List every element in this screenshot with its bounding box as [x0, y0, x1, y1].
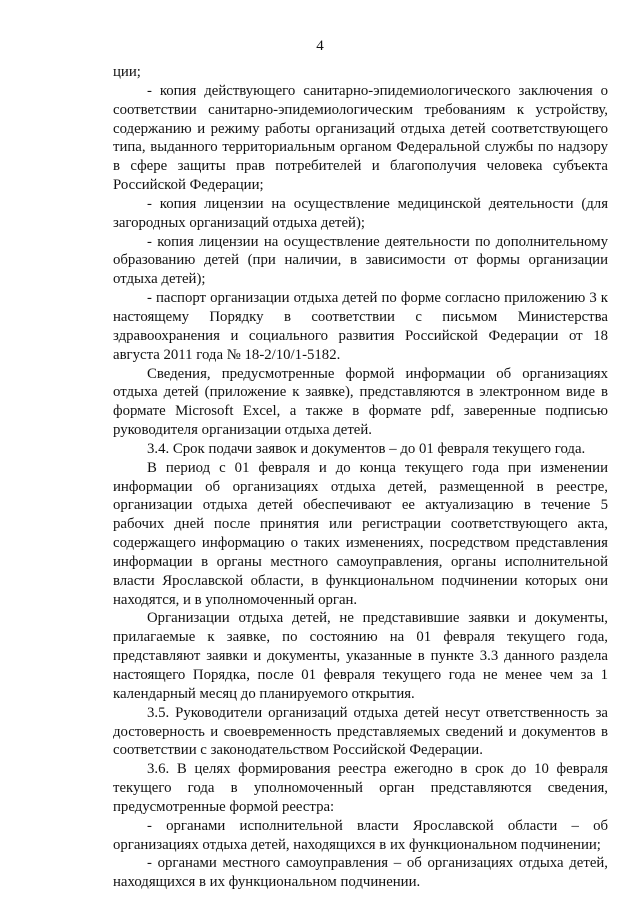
paragraph-information-form: Сведения, предусмотренные формой информации об организациях отдыха детей (приложение к заявке), представляются в электронном виде в формате Microsoft Excel, а также в формате pdf, заверенные подписью руководителя организации отдыха детей.	[113, 365, 608, 439]
page-number: 4	[316, 38, 324, 54]
list-item-sanitary-conclusion: - копия действующего санитарно-эпидемиологического заключения о соответствии санитарно-эпидемиологическим требованиям к устройству, содержанию и режиму работы организаций отдыха детей соответствующего типа, выданного территориальным органом Федеральной службы по надзору в сфере защиты прав потребителей и благополучия человека субъекта Российской Федерации;	[113, 82, 608, 194]
paragraph-late-submission: Организации отдыха детей, не представившие заявки и документы, прилагаемые к заявке, по состоянию на 01 февраля текущего года, представляют заявки и документы, указанные в пункте 3.3 данного раздела настоящего Порядка, после 01 февраля текущего года не менее чем за 1 календарный месяц до планируемого открытия.	[113, 610, 608, 702]
document-body	[113, 63, 608, 892]
paragraph-section-3-4: 3.4. Срок подачи заявок и документов – до 01 февраля текущего года.	[147, 440, 586, 457]
list-item-education-license: - копия лицензии на осуществление деятельности по дополнительному образованию детей (при наличии, в зависимости от формы организации отдыха детей);	[113, 233, 608, 288]
list-item-local-government: - органами местного самоуправления – об организациях отдыха детей, находящихся в их функциональном подчинении.	[113, 855, 608, 891]
paragraph-section-3-5: 3.5. Руководители организаций отдыха детей несут ответственность за достоверность и своевременность представляемых сведений и документов в соответствии с законодательством Российской Федерации.	[113, 704, 608, 759]
paragraph-continuation: ции;	[113, 64, 141, 80]
list-item-medical-license: - копия лицензии на осуществление медицинской деятельности (для загородных организаций отдыха детей);	[113, 195, 608, 231]
paragraph-section-3-6: 3.6. В целях формирования реестра ежегодно в срок до 10 февраля текущего года в уполномоченный орган представляются сведения, предусмотренные формой реестра:	[113, 761, 608, 815]
list-item-executive-bodies: - органами исполнительной власти Ярославской области – об организациях отдыха детей, находящихся в их функциональном подчинении;	[113, 817, 608, 853]
paragraph-registry-update: В период с 01 февраля и до конца текущего года при изменении информации об организациях отдыха детей, размещенной в реестре, организации отдыха детей обеспечивают ее актуализацию в течение 5 рабочих дней после принятия или регистрации соответствующего акта, содержащего информацию о таких изменениях, посредством представления информации в органы местного самоуправления, органы исполнительной власти Ярославской области, в функциональном подчинении которых они находятся, и в уполномоченный орган.	[113, 459, 608, 608]
list-item-passport: - паспорт организации отдыха детей по форме согласно приложению 3 к настоящему Порядку в соответствии с письмом Министерства здравоохранения и социального развития Российской Федерации от 18 августа 2011 года № 18-2/10/1-5182.	[113, 290, 608, 363]
